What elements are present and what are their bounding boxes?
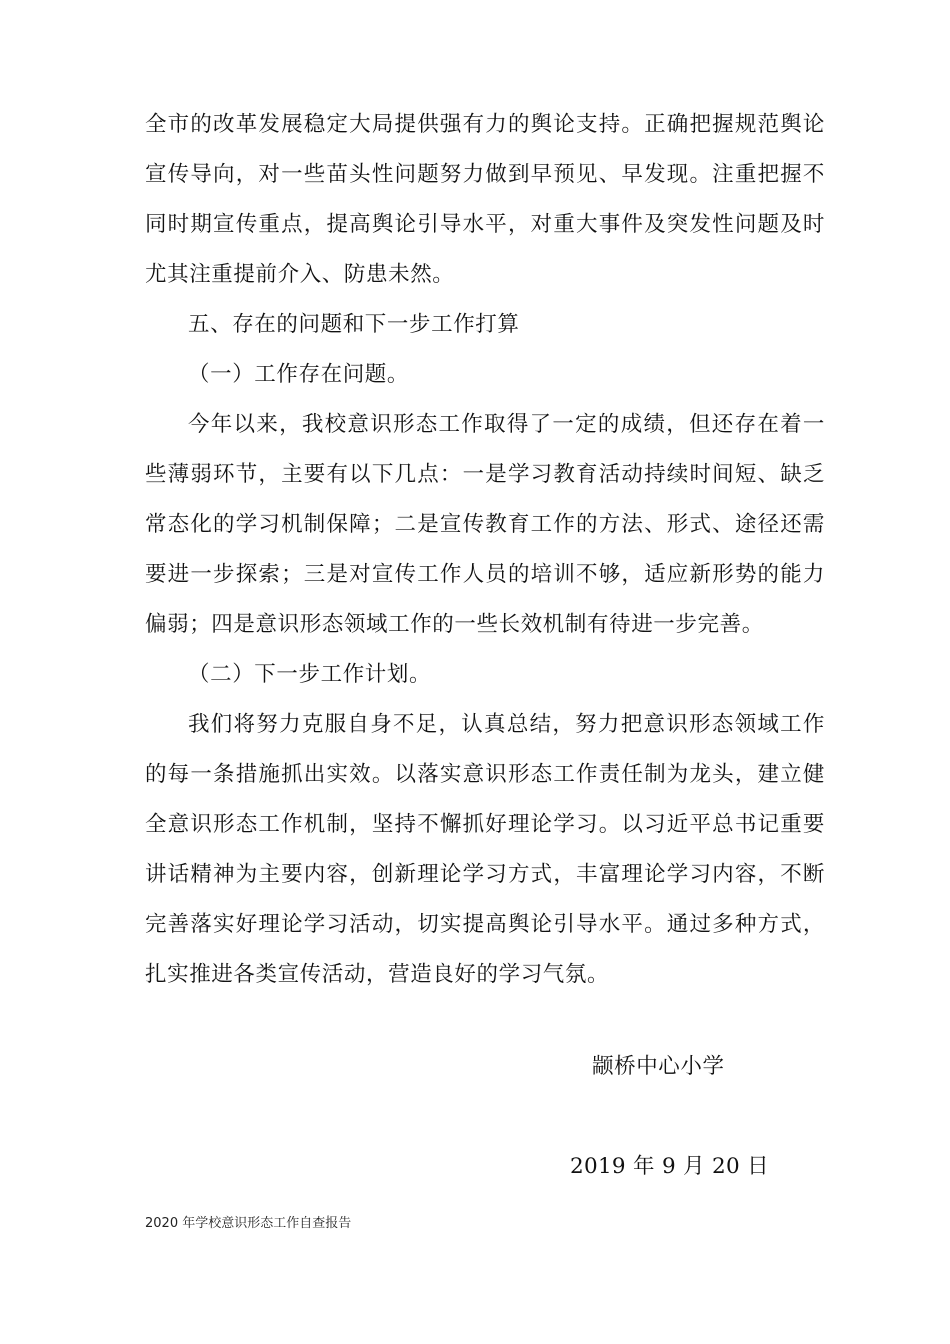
document-body	[145, 100, 825, 1000]
subheading-next-steps: （二）下一步工作计划。	[188, 662, 432, 687]
signature-organization: 颛桥中心小学	[592, 1054, 725, 1079]
paragraph-problems: 今年以来，我校意识形态工作取得了一定的成绩，但还存在着一些薄弱环节，主要有以下几点：一是学习教育活动持续时间短、缺乏常态化的学习机制保障；二是宣传教育工作的方法、形式、途径还需要进一步探索；三是对宣传工作人员的培训不够，适应新形势的能力偏弱；四是意识形态领域工作的一些长效机制有待进一步完善。	[145, 412, 825, 637]
signature-date: 2019 年 9 月 20 日	[570, 1154, 769, 1179]
page-footer: 2020 年学校意识形态工作自查报告	[145, 1216, 352, 1231]
subheading-problems: （一）工作存在问题。	[188, 362, 410, 387]
paragraph-next-steps: 我们将努力克服自身不足，认真总结，努力把意识形态领域工作的每一条措施抓出实效。以落实意识形态工作责任制为龙头，建立健全意识形态工作机制，坚持不懈抓好理论学习。以习近平总书记重要讲话精神为主要内容，创新理论学习方式，丰富理论学习内容，不断完善落实好理论学习活动，切实提高舆论引导水平。通过多种方式，扎实推进各类宣传活动，营造良好的学习气氛。	[145, 712, 825, 987]
section-heading-problems-plans: 五、存在的问题和下一步工作打算	[188, 312, 520, 337]
paragraph-continuation: 全市的改革发展稳定大局提供强有力的舆论支持。正确把握规范舆论宣传导向，对一些苗头性问题努力做到早预见、早发现。注重把握不同时期宣传重点，提高舆论引导水平，对重大事件及突发性问题及时尤其注重提前介入、防患未然。	[145, 112, 825, 287]
